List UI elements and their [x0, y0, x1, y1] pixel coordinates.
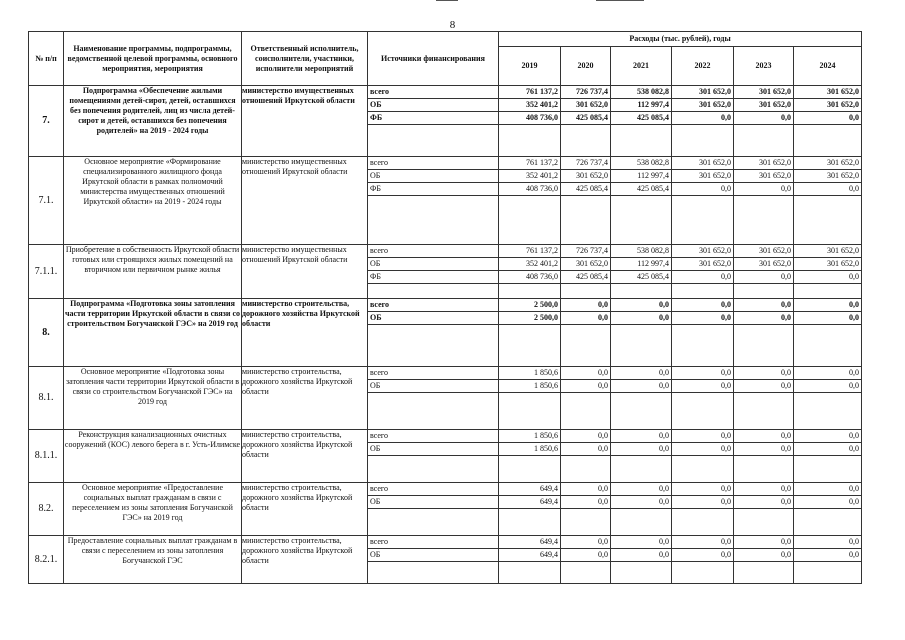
amount-cell: 0,0	[672, 536, 733, 549]
top-rule-left	[436, 0, 458, 1]
amount-cell: 0,0	[611, 483, 671, 496]
table-row	[29, 299, 862, 367]
amount-cell: 0,0	[561, 536, 610, 549]
amount-cell: 0,0	[794, 183, 861, 196]
row-values-year-2023	[734, 86, 794, 157]
amount-cell: 0,0	[794, 483, 861, 496]
amount-cell: 0,0	[794, 430, 861, 443]
row-values-year-2021	[611, 157, 672, 245]
amount-cell: 0,0	[794, 536, 861, 549]
table-row	[29, 536, 862, 584]
amount-cell: 0,0	[672, 299, 733, 312]
source-label: всего	[368, 245, 498, 258]
header-year-2022: 2022	[672, 47, 734, 86]
row-number: 8.2.1.	[29, 536, 64, 584]
row-name: Приобретение в собственность Иркутской области готовых или строящихся жилых помещений на вторичном или первичном рынке жилья	[64, 245, 242, 299]
row-values-year-2020	[561, 367, 611, 430]
amount-cell: 1 850,6	[499, 380, 560, 393]
amount-cell: 425 085,4	[561, 183, 610, 196]
source-label: ОБ	[368, 380, 498, 393]
amount-cell: 0,0	[734, 483, 793, 496]
row-values-year-2021	[611, 430, 672, 483]
amount-cell: 301 652,0	[794, 157, 861, 170]
row-values-year-2023	[734, 430, 794, 483]
amount-cell: 425 085,4	[611, 183, 671, 196]
amount-cell: 425 085,4	[561, 112, 610, 125]
amount-cell: 0,0	[672, 312, 733, 325]
row-values-year-2020	[561, 299, 611, 367]
row-number: 7.1.	[29, 157, 64, 245]
row-values-year-2021	[611, 483, 672, 536]
row-number: 7.	[29, 86, 64, 157]
amount-cell: 649,4	[499, 536, 560, 549]
amount-cell: 0,0	[734, 183, 793, 196]
row-sources	[368, 245, 499, 299]
table-body	[29, 86, 862, 584]
amount-cell: 0,0	[794, 443, 861, 456]
amount-cell: 425 085,4	[611, 112, 671, 125]
amount-cell: 726 737,4	[561, 86, 610, 99]
table-row	[29, 245, 862, 299]
row-values-year-2024	[794, 430, 862, 483]
row-values-year-2022	[672, 86, 734, 157]
row-sources	[368, 483, 499, 536]
amount-cell: 761 137,2	[499, 86, 560, 99]
row-sources	[368, 157, 499, 245]
amount-cell: 0,0	[561, 380, 610, 393]
row-number: 7.1.1.	[29, 245, 64, 299]
amount-cell: 0,0	[794, 367, 861, 380]
amount-cell: 0,0	[794, 496, 861, 509]
amount-cell: 301 652,0	[561, 258, 610, 271]
row-values-year-2019	[499, 245, 561, 299]
amount-cell: 301 652,0	[672, 245, 733, 258]
row-executor: министерство строительства, дорожного хозяйства Иркутской области	[242, 299, 368, 367]
amount-cell: 649,4	[499, 483, 560, 496]
amount-cell: 0,0	[561, 299, 610, 312]
amount-cell: 301 652,0	[734, 170, 793, 183]
amount-cell: 301 652,0	[794, 258, 861, 271]
row-values-year-2020	[561, 536, 611, 584]
amount-cell: 0,0	[734, 380, 793, 393]
amount-cell: 352 401,2	[499, 170, 560, 183]
row-executor: министерство строительства, дорожного хозяйства Иркутской области	[242, 483, 368, 536]
header-year-2020: 2020	[561, 47, 611, 86]
amount-cell: 0,0	[561, 430, 610, 443]
table-row	[29, 367, 862, 430]
row-executor: министерство строительства, дорожного хозяйства Иркутской области	[242, 536, 368, 584]
row-sources	[368, 536, 499, 584]
amount-cell: 726 737,4	[561, 245, 610, 258]
header-name: Наименование программы, подпрограммы, ведомственной целевой программы, основного мероприятия, мероприятия	[64, 32, 242, 86]
amount-cell: 408 736,0	[499, 271, 560, 284]
row-name: Основное мероприятие «Подготовка зоны затопления части территории Иркутской области в связи со строительством Богучанской ГЭС» на 2019 год	[64, 367, 242, 430]
row-values-year-2019	[499, 299, 561, 367]
header-expenses: Расходы (тыс. рублей), годы	[499, 32, 862, 47]
row-number: 8.	[29, 299, 64, 367]
amount-cell: 0,0	[672, 380, 733, 393]
source-label: всего	[368, 86, 498, 99]
amount-cell: 0,0	[672, 443, 733, 456]
row-values-year-2022	[672, 299, 734, 367]
source-label: ОБ	[368, 496, 498, 509]
amount-cell: 0,0	[561, 483, 610, 496]
amount-cell: 0,0	[611, 380, 671, 393]
table-row	[29, 430, 862, 483]
amount-cell: 0,0	[734, 271, 793, 284]
source-label: всего	[368, 157, 498, 170]
header-executor: Ответственный исполнитель, соисполнители, участники, исполнители мероприятий	[242, 32, 368, 86]
amount-cell: 0,0	[672, 549, 733, 562]
row-values-year-2021	[611, 367, 672, 430]
row-values-year-2020	[561, 483, 611, 536]
row-values-year-2023	[734, 245, 794, 299]
amount-cell: 301 652,0	[734, 99, 793, 112]
budget-table	[28, 31, 862, 584]
amount-cell: 649,4	[499, 549, 560, 562]
row-name: Основное мероприятие «Формирование специализированного жилищного фонда Иркутской области в рамках полномочий министерства имущественных отношений Иркутской области» на 2019 - 2024 годы	[64, 157, 242, 245]
source-label: всего	[368, 536, 498, 549]
row-values-year-2024	[794, 86, 862, 157]
row-values-year-2024	[794, 536, 862, 584]
amount-cell: 0,0	[794, 299, 861, 312]
row-values-year-2022	[672, 367, 734, 430]
amount-cell: 301 652,0	[794, 245, 861, 258]
amount-cell: 301 652,0	[672, 86, 733, 99]
amount-cell: 0,0	[734, 112, 793, 125]
amount-cell: 0,0	[734, 299, 793, 312]
page-number: 8	[449, 19, 456, 31]
row-sources	[368, 299, 499, 367]
row-values-year-2023	[734, 367, 794, 430]
table-header	[29, 32, 862, 86]
row-name: Реконструкция канализационных очистных сооружений (КОС) левого берега в г. Усть-Илимске	[64, 430, 242, 483]
amount-cell: 301 652,0	[561, 99, 610, 112]
row-values-year-2022	[672, 483, 734, 536]
amount-cell: 112 997,4	[611, 99, 671, 112]
row-name: Подпрограмма «Подготовка зоны затопления части территории Иркутской области в связи со строительством Богучанской ГЭС» на 2019 год	[64, 299, 242, 367]
amount-cell: 0,0	[794, 312, 861, 325]
amount-cell: 301 652,0	[794, 86, 861, 99]
amount-cell: 0,0	[561, 549, 610, 562]
amount-cell: 301 652,0	[672, 99, 733, 112]
row-values-year-2019	[499, 430, 561, 483]
amount-cell: 1 850,6	[499, 430, 560, 443]
amount-cell: 301 652,0	[734, 258, 793, 271]
row-values-year-2020	[561, 245, 611, 299]
row-values-year-2024	[794, 157, 862, 245]
amount-cell: 0,0	[734, 443, 793, 456]
row-name: Подпрограмма «Обеспечение жилыми помещениями детей-сирот, детей, оставшихся без попечения родителей, лиц из числа детей-сирот и детей, оставшихся без попечения родителей» на 2019 - 2024 годы	[64, 86, 242, 157]
amount-cell: 0,0	[794, 271, 861, 284]
amount-cell: 0,0	[794, 380, 861, 393]
amount-cell: 538 082,8	[611, 86, 671, 99]
amount-cell: 301 652,0	[672, 170, 733, 183]
row-values-year-2021	[611, 245, 672, 299]
row-values-year-2024	[794, 299, 862, 367]
amount-cell: 0,0	[561, 496, 610, 509]
amount-cell: 0,0	[734, 536, 793, 549]
row-executor: министерство строительства, дорожного хозяйства Иркутской области	[242, 367, 368, 430]
row-number: 8.1.1.	[29, 430, 64, 483]
row-values-year-2019	[499, 86, 561, 157]
amount-cell: 1 850,6	[499, 443, 560, 456]
source-label: ОБ	[368, 312, 498, 325]
amount-cell: 0,0	[672, 367, 733, 380]
header-year-2024: 2024	[794, 47, 862, 86]
header-year-2019: 2019	[499, 47, 561, 86]
row-values-year-2020	[561, 86, 611, 157]
row-values-year-2022	[672, 536, 734, 584]
header-year-2021: 2021	[611, 47, 672, 86]
amount-cell: 2 500,0	[499, 312, 560, 325]
amount-cell: 538 082,8	[611, 157, 671, 170]
amount-cell: 0,0	[734, 312, 793, 325]
source-label: всего	[368, 430, 498, 443]
row-values-year-2021	[611, 536, 672, 584]
amount-cell: 538 082,8	[611, 245, 671, 258]
amount-cell: 0,0	[794, 549, 861, 562]
row-values-year-2020	[561, 157, 611, 245]
amount-cell: 0,0	[611, 549, 671, 562]
table-row	[29, 157, 862, 245]
row-executor: министерство строительства, дорожного хозяйства Иркутской области	[242, 430, 368, 483]
amount-cell: 0,0	[672, 496, 733, 509]
amount-cell: 761 137,2	[499, 245, 560, 258]
amount-cell: 0,0	[561, 367, 610, 380]
amount-cell: 649,4	[499, 496, 560, 509]
row-values-year-2021	[611, 299, 672, 367]
row-sources	[368, 367, 499, 430]
amount-cell: 0,0	[611, 367, 671, 380]
source-label: ФБ	[368, 183, 498, 196]
row-values-year-2024	[794, 483, 862, 536]
source-label: ОБ	[368, 549, 498, 562]
amount-cell: 0,0	[611, 430, 671, 443]
header-year-2023: 2023	[734, 47, 794, 86]
row-executor: министерство имущественных отношений Иркутской области	[242, 86, 368, 157]
row-sources	[368, 430, 499, 483]
row-values-year-2023	[734, 536, 794, 584]
row-values-year-2020	[561, 430, 611, 483]
row-executor: министерство имущественных отношений Иркутской области	[242, 245, 368, 299]
row-values-year-2019	[499, 157, 561, 245]
amount-cell: 0,0	[561, 312, 610, 325]
source-label: ФБ	[368, 271, 498, 284]
amount-cell: 0,0	[611, 443, 671, 456]
row-values-year-2024	[794, 367, 862, 430]
source-label: всего	[368, 299, 498, 312]
amount-cell: 112 997,4	[611, 170, 671, 183]
amount-cell: 0,0	[611, 536, 671, 549]
amount-cell: 0,0	[794, 112, 861, 125]
row-values-year-2022	[672, 430, 734, 483]
row-values-year-2023	[734, 483, 794, 536]
header-source: Источники финансирования	[368, 32, 499, 86]
amount-cell: 408 736,0	[499, 112, 560, 125]
row-values-year-2023	[734, 299, 794, 367]
amount-cell: 0,0	[561, 443, 610, 456]
row-values-year-2019	[499, 536, 561, 584]
amount-cell: 301 652,0	[672, 258, 733, 271]
amount-cell: 0,0	[672, 483, 733, 496]
row-values-year-2024	[794, 245, 862, 299]
amount-cell: 0,0	[734, 549, 793, 562]
row-values-year-2022	[672, 157, 734, 245]
row-executor: министерство имущественных отношений Иркутской области	[242, 157, 368, 245]
row-values-year-2019	[499, 483, 561, 536]
amount-cell: 301 652,0	[734, 157, 793, 170]
amount-cell: 0,0	[672, 112, 733, 125]
row-number: 8.2.	[29, 483, 64, 536]
table-row	[29, 483, 862, 536]
amount-cell: 301 652,0	[734, 86, 793, 99]
amount-cell: 0,0	[734, 496, 793, 509]
amount-cell: 1 850,6	[499, 367, 560, 380]
amount-cell: 408 736,0	[499, 183, 560, 196]
source-label: ОБ	[368, 258, 498, 271]
amount-cell: 0,0	[672, 271, 733, 284]
amount-cell: 301 652,0	[734, 245, 793, 258]
source-label: ОБ	[368, 170, 498, 183]
row-values-year-2021	[611, 86, 672, 157]
amount-cell: 301 652,0	[561, 170, 610, 183]
row-sources	[368, 86, 499, 157]
amount-cell: 352 401,2	[499, 99, 560, 112]
amount-cell: 0,0	[672, 183, 733, 196]
source-label: ОБ	[368, 99, 498, 112]
amount-cell: 301 652,0	[794, 170, 861, 183]
amount-cell: 112 997,4	[611, 258, 671, 271]
amount-cell: 726 737,4	[561, 157, 610, 170]
source-label: всего	[368, 367, 498, 380]
row-name: Предоставление социальных выплат гражданам в связи с переселением из зоны затопления Богучанской ГЭС	[64, 536, 242, 584]
amount-cell: 0,0	[672, 430, 733, 443]
amount-cell: 0,0	[611, 299, 671, 312]
amount-cell: 0,0	[611, 312, 671, 325]
source-label: ОБ	[368, 443, 498, 456]
amount-cell: 301 652,0	[794, 99, 861, 112]
table-row	[29, 86, 862, 157]
row-name: Основное мероприятие «Предоставление социальных выплат гражданам в связи с переселением из зоны затопления Богучанской ГЭС» на 2019 год	[64, 483, 242, 536]
amount-cell: 0,0	[734, 367, 793, 380]
source-label: ФБ	[368, 112, 498, 125]
amount-cell: 425 085,4	[561, 271, 610, 284]
row-values-year-2022	[672, 245, 734, 299]
row-values-year-2023	[734, 157, 794, 245]
amount-cell: 2 500,0	[499, 299, 560, 312]
amount-cell: 425 085,4	[611, 271, 671, 284]
row-values-year-2019	[499, 367, 561, 430]
amount-cell: 0,0	[611, 496, 671, 509]
amount-cell: 352 401,2	[499, 258, 560, 271]
row-number: 8.1.	[29, 367, 64, 430]
amount-cell: 761 137,2	[499, 157, 560, 170]
top-rule-right	[596, 0, 644, 1]
amount-cell: 301 652,0	[672, 157, 733, 170]
header-num: № п/п	[29, 32, 64, 86]
source-label: всего	[368, 483, 498, 496]
amount-cell: 0,0	[734, 430, 793, 443]
